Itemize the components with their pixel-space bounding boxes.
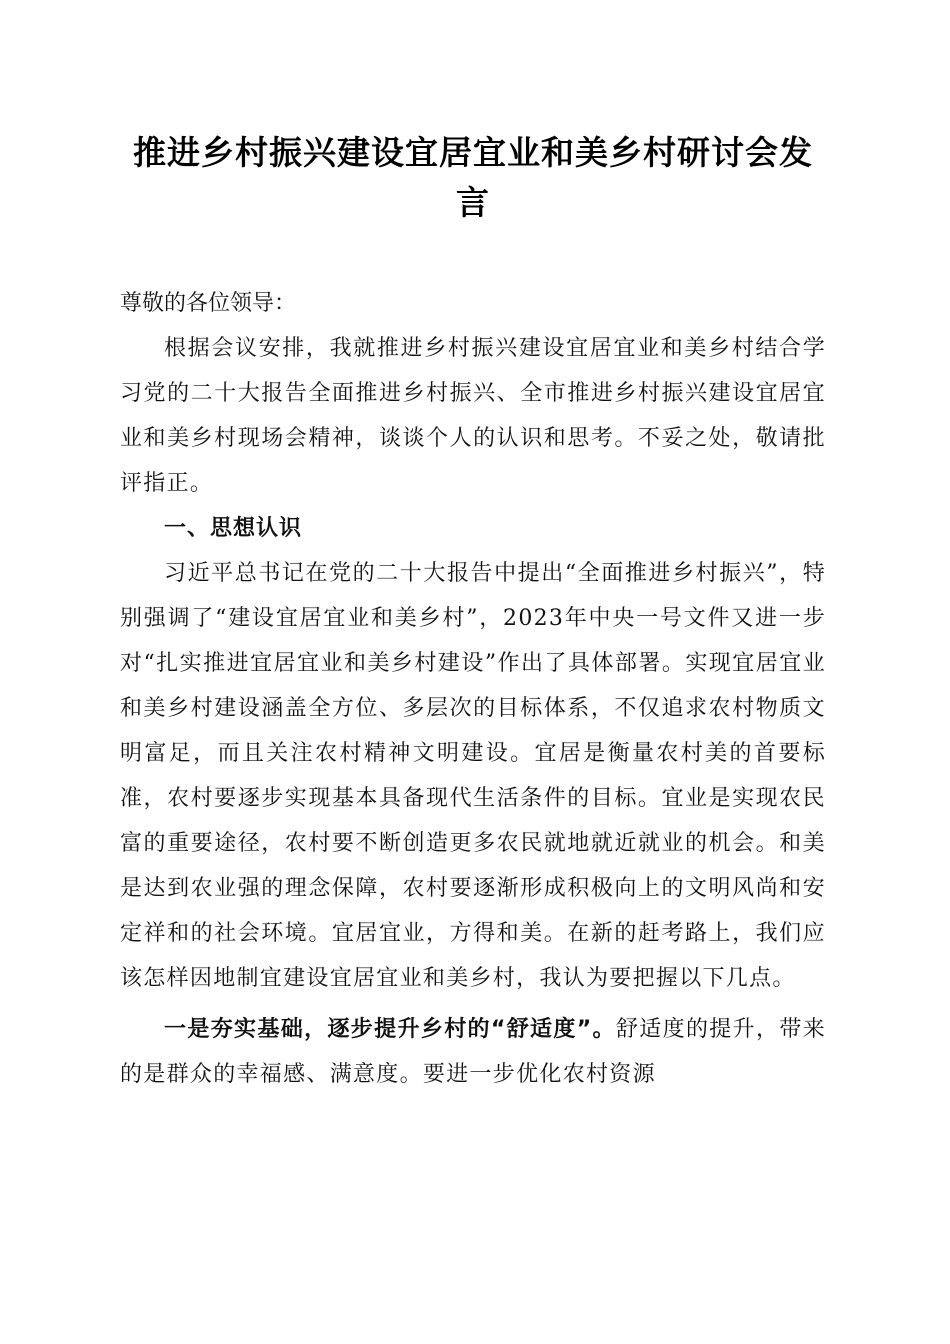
intro-paragraph: 根据会议安排，我就推进乡村振兴建设宜居宜业和美乡村结合学习党的二十大报告全面推进乡村振兴、全市推进乡村振兴建设宜居宜业和美乡村现场会精神，谈谈个人的认识和思考。不妥之处，敬请批评指正。 <box>120 336 826 496</box>
point-1-paragraph <box>120 1007 826 1097</box>
document-title: 推进乡村振兴建设宜居宜业和美乡村研讨会发言 <box>133 133 813 222</box>
section-1-paragraph: 习近平总书记在党的二十大报告中提出“全面推进乡村振兴”，特别强调了“建设宜居宜业和美乡村”，2023年中央一号文件又进一步对“扎实推进宜居宜业和美乡村建设”作出了具体部署。实现宜居宜业和美乡村建设涵盖全方位、多层次的目标体系，不仅追求农村物质文明富足，而且关注农村精神文明建设。宜居是衡量农村美的首要标准，农村要逐步实现基本具备现代生活条件的目标。宜业是实现农民富的重要途径，农村要不断创造更多农民就地就近就业的机会。和美是达到农业强的理念保障，农村要逐渐形成积极向上的文明风尚和安定祥和的社会环境。宜居宜业，方得和美。在新的赶考路上，我们应该怎样因地制宜建设宜居宜业和美乡村，我认为要把握以下几点。 <box>120 561 826 991</box>
section-heading-1: 一、思想认识 <box>164 516 303 541</box>
point-1-lead: 一是夯实基础，逐步提升乡村的“舒适度”。 <box>164 1017 616 1042</box>
document-page <box>120 128 826 1097</box>
salutation: 尊敬的各位领导： <box>120 291 297 316</box>
point-1-body: 舒适度的提升，带来的是群众的幸福感、满意度。要进一步优化农村资源 <box>120 1017 826 1087</box>
